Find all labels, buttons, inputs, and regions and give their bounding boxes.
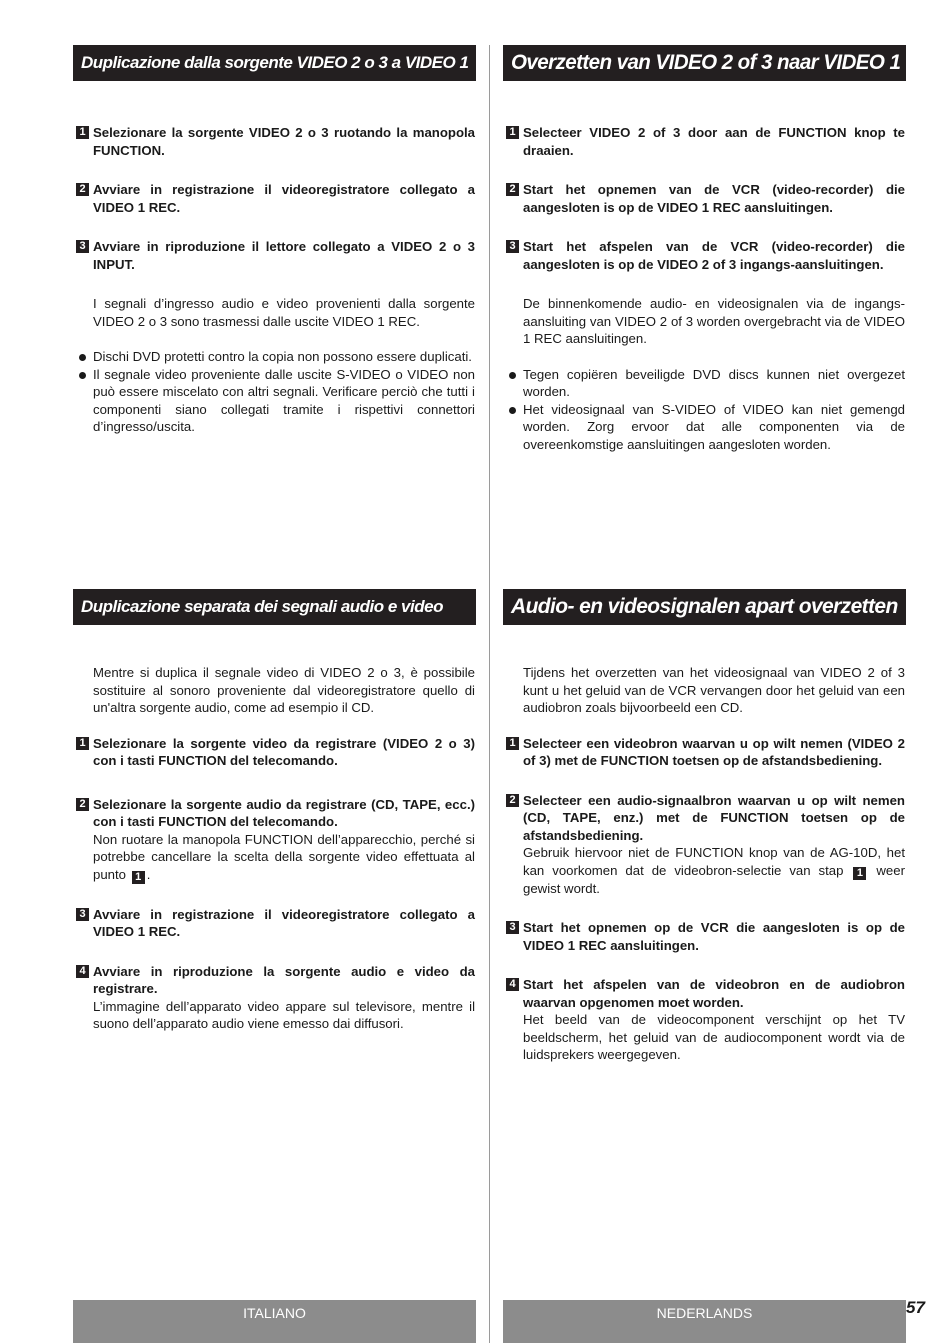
dutch-section2-step4-note: Het beeld van de videocomponent verschijnt op het TV beeldscherm, het geluid van de audiocomponent wordt via de luidsprekers weergegeven. bbox=[523, 1012, 905, 1062]
note-text: Gebruik hiervoor niet de FUNCTION knop van de AG-10D, het kan voorkomen dat de videobron-selectie van stap bbox=[523, 845, 905, 878]
dutch-section2-step2 bbox=[503, 792, 905, 845]
step-reference-icon: 1 bbox=[853, 867, 866, 880]
step-number-icon: 3 bbox=[506, 921, 519, 934]
dutch-section2-step1 bbox=[503, 735, 905, 770]
dutch-section1-body bbox=[503, 124, 905, 453]
step-number-icon: 2 bbox=[506, 794, 519, 807]
step-text: Selecteer een audio-signaalbron waarvan u op wilt nemen (CD, TAPE, enz.) met de FUNCTION toetsen op de afstandsbediening. bbox=[523, 792, 905, 843]
step-text: Avviare in registrazione il videoregistratore collegato a VIDEO 1 REC. bbox=[93, 182, 475, 215]
dutch-section1-bullet1: Tegen copiëren beveiligde DVD discs kunnen niet overgezet worden. bbox=[503, 366, 905, 401]
dutch-section1-step2 bbox=[503, 181, 905, 216]
step-number-icon: 1 bbox=[506, 126, 519, 139]
italian-section2-title: Duplicazione separata dei segnali audio e video bbox=[73, 589, 476, 625]
dutch-section1-paragraph: De binnenkomende audio- en videosignalen via de ingangs-aansluiting van VIDEO 2 of 3 worden overgebracht via de VIDEO 1 REC aansluitingen. bbox=[523, 296, 905, 346]
step-text: Avviare in registrazione il videoregistratore collegato a VIDEO 1 REC. bbox=[93, 906, 475, 939]
italian-section1-body bbox=[73, 124, 475, 436]
step-number-icon: 4 bbox=[76, 965, 89, 978]
italian-section1-bullet1: Dischi DVD protetti contro la copia non possono essere duplicati. bbox=[73, 348, 475, 366]
step-text: Selecteer een videobron waarvan u op wilt nemen (VIDEO 2 of 3) met de FUNCTION toetsen op de afstandsbediening. bbox=[523, 735, 905, 768]
italian-section2-intro: Mentre si duplica il segnale video di VIDEO 2 o 3, è possibile sostituire al sonoro proveniente dal videoregistratore quello di un'altra sorgente audio, come ad esempio il CD. bbox=[93, 665, 475, 715]
italian-section1-step1 bbox=[73, 124, 475, 159]
dutch-section2-intro: Tijdens het overzetten van het videosignaal van VIDEO 2 of 3 kunt u het geluid van de VCR vervangen door het geluid van een audiobron zoals bijvoorbeeld een CD. bbox=[523, 665, 905, 715]
step-text: Start het afspelen van de VCR (video-recorder) die aangesloten is op de VIDEO 2 of 3 ingangs-aansluitingen. bbox=[523, 239, 905, 272]
step-text: Selezionare la sorgente video da registrare (VIDEO 2 o 3) con i tasti FUNCTION del telecomando. bbox=[93, 735, 475, 768]
dutch-section2-step2-note bbox=[503, 844, 905, 897]
step-number-icon: 2 bbox=[76, 183, 89, 196]
column-divider bbox=[489, 45, 490, 1343]
step-text: Avviare in riproduzione il lettore collegato a VIDEO 2 o 3 INPUT. bbox=[93, 239, 475, 272]
italian-section1-paragraph: I segnali d’ingresso audio e video provenienti dalla sorgente VIDEO 2 o 3 sono trasmessi dalle uscite VIDEO 1 REC. bbox=[93, 296, 475, 329]
step-text: Start het afspelen van de videobron en de audiobron waarvan opgenomen moet worden. bbox=[523, 977, 905, 1010]
italian-section1-step2 bbox=[73, 181, 475, 216]
dutch-section2-body bbox=[503, 664, 905, 1064]
step-number-icon: 1 bbox=[76, 126, 89, 139]
dutch-section1-title: Overzetten van VIDEO 2 of 3 naar VIDEO 1 bbox=[503, 45, 906, 81]
italian-section1-bullet2: Il segnale video proveniente dalle uscite S-VIDEO o VIDEO non può essere miscelato con altri segnali. Verificare perciò che tutti i componenti siano collegati tramite i rispettivi connettori d’ingresso/uscita. bbox=[73, 366, 475, 436]
italian-section2-step3 bbox=[73, 906, 475, 941]
step-text: Start het opnemen op de VCR die aangesloten is op de VIDEO 1 REC aansluitingen. bbox=[523, 920, 905, 953]
dutch-section2-title: Audio- en videosignalen apart overzetten bbox=[503, 589, 906, 625]
dutch-section1-step3 bbox=[503, 238, 905, 273]
italian-section2-step1 bbox=[73, 735, 475, 770]
italian-section2-step4-note: L’immagine dell’apparato video appare sul televisore, mentre il suono dell’apparato audio viene emesso dai diffusori. bbox=[93, 998, 475, 1031]
italian-section1-title: Duplicazione dalla sorgente VIDEO 2 o 3 a VIDEO 1 bbox=[73, 45, 476, 81]
italian-section2-step4 bbox=[73, 963, 475, 998]
step-number-icon: 4 bbox=[506, 978, 519, 991]
note-text-end: weer gewist wordt. bbox=[523, 862, 905, 896]
step-text: Start het opnemen van de VCR (video-recorder) die aangesloten is op de VIDEO 1 REC aansluitingen. bbox=[523, 182, 905, 215]
dutch-section2-step3 bbox=[503, 919, 905, 954]
step-number-icon: 3 bbox=[506, 240, 519, 253]
step-text: Selezionare la sorgente VIDEO 2 o 3 ruotando la manopola FUNCTION. bbox=[93, 125, 475, 158]
step-text: Selezionare la sorgente audio da registrare (CD, TAPE, ecc.) con i tasti FUNCTION del telecomando. bbox=[93, 796, 475, 829]
step-number-icon: 2 bbox=[506, 183, 519, 196]
italian-section2-body bbox=[73, 664, 475, 1033]
step-number-icon: 3 bbox=[76, 908, 89, 921]
step-reference-icon: 1 bbox=[132, 871, 145, 884]
page-number: 57 bbox=[906, 1298, 925, 1317]
step-number-icon: 1 bbox=[76, 737, 89, 750]
note-text-end: . bbox=[146, 866, 151, 882]
step-number-icon: 3 bbox=[76, 240, 89, 253]
footer-language-italiano: ITALIANO bbox=[73, 1300, 476, 1343]
italian-section2-step2 bbox=[73, 796, 475, 831]
dutch-section2-step4 bbox=[503, 976, 905, 1011]
dutch-section1-bullet2: Het videosignaal van S-VIDEO of VIDEO kan niet gemengd worden. Zorg ervoor dat alle componenten via de overeenkomstige aansluitingen aangesloten worden. bbox=[503, 401, 905, 454]
dutch-section1-step1 bbox=[503, 124, 905, 159]
italian-section2-step2-note bbox=[73, 831, 475, 884]
footer-language-nederlands: NEDERLANDS bbox=[503, 1300, 906, 1343]
step-number-icon: 1 bbox=[506, 737, 519, 750]
italian-section1-step3 bbox=[73, 238, 475, 273]
step-number-icon: 2 bbox=[76, 798, 89, 811]
step-text: Selecteer VIDEO 2 of 3 door aan de FUNCTION knop te draaien. bbox=[523, 125, 905, 158]
step-text: Avviare in riproduzione la sorgente audio e video da registrare. bbox=[93, 963, 475, 996]
note-text: Non ruotare la manopola FUNCTION dell’apparecchio, perché si potrebbe cancellare la scelta della sorgente video effettuata al punto bbox=[93, 831, 475, 882]
